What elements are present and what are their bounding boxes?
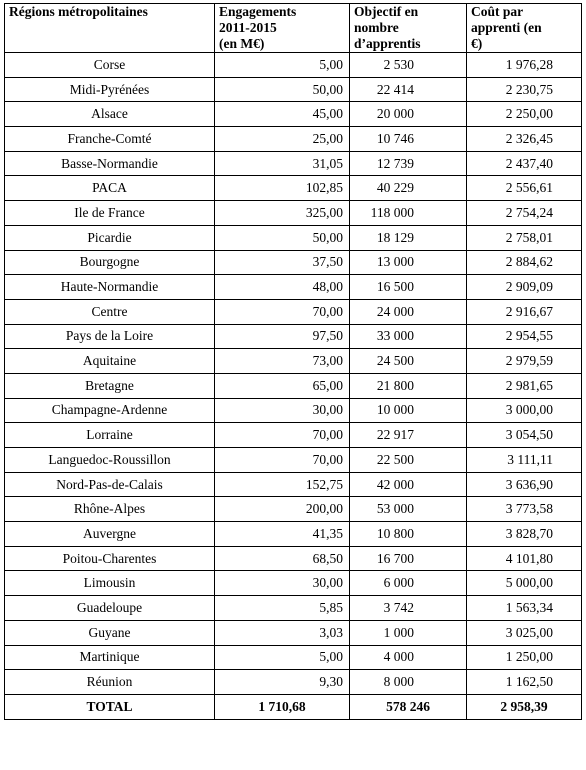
table-row — [5, 250, 582, 275]
table-row — [5, 497, 582, 522]
objectif-cell: 22 414 — [350, 77, 467, 102]
header-cout — [467, 4, 582, 53]
cout-cell: 3 054,50 — [467, 423, 582, 448]
table-row — [5, 324, 582, 349]
region-cell: Guadeloupe — [5, 596, 215, 621]
table-row — [5, 53, 582, 78]
total-engagements: 1 710,68 — [215, 694, 350, 719]
engagements-cell: 70,00 — [215, 299, 350, 324]
region-cell: Poitou-Charentes — [5, 546, 215, 571]
region-cell: Bourgogne — [5, 250, 215, 275]
header-objectif-line-1: Objectif en — [354, 4, 419, 19]
region-cell: Centre — [5, 299, 215, 324]
table-row — [5, 448, 582, 473]
engagements-cell: 9,30 — [215, 670, 350, 695]
engagements-cell: 5,85 — [215, 596, 350, 621]
table-row — [5, 398, 582, 423]
region-cell: Rhône-Alpes — [5, 497, 215, 522]
engagements-cell: 31,05 — [215, 151, 350, 176]
cout-cell: 4 101,80 — [467, 546, 582, 571]
region-cell: Languedoc-Roussillon — [5, 448, 215, 473]
objectif-cell: 4 000 — [350, 645, 467, 670]
table-row — [5, 151, 582, 176]
objectif-cell: 10 800 — [350, 522, 467, 547]
objectif-cell: 33 000 — [350, 324, 467, 349]
region-cell: Basse-Normandie — [5, 151, 215, 176]
region-cell: Aquitaine — [5, 349, 215, 374]
objectif-cell: 3 742 — [350, 596, 467, 621]
region-cell: Auvergne — [5, 522, 215, 547]
region-cell: Haute-Normandie — [5, 275, 215, 300]
objectif-cell: 18 129 — [350, 225, 467, 250]
header-objectif-line-3: d’apprentis — [354, 36, 421, 51]
table-row — [5, 373, 582, 398]
objectif-cell: 22 917 — [350, 423, 467, 448]
cout-cell: 2 754,24 — [467, 201, 582, 226]
region-cell: Lorraine — [5, 423, 215, 448]
total-row — [5, 694, 582, 719]
engagements-cell: 97,50 — [215, 324, 350, 349]
table-row — [5, 472, 582, 497]
cout-cell: 2 556,61 — [467, 176, 582, 201]
table-row — [5, 546, 582, 571]
cout-cell: 2 981,65 — [467, 373, 582, 398]
cout-cell: 3 636,90 — [467, 472, 582, 497]
objectif-cell: 8 000 — [350, 670, 467, 695]
header-regions-text: Régions métropolitaines — [9, 4, 148, 19]
engagements-cell: 3,03 — [215, 620, 350, 645]
objectif-cell: 6 000 — [350, 571, 467, 596]
table-row — [5, 522, 582, 547]
table-row — [5, 225, 582, 250]
engagements-cell: 45,00 — [215, 102, 350, 127]
engagements-cell: 41,35 — [215, 522, 350, 547]
engagements-cell: 325,00 — [215, 201, 350, 226]
engagements-cell: 30,00 — [215, 398, 350, 423]
cout-cell: 1 563,34 — [467, 596, 582, 621]
engagements-cell: 102,85 — [215, 176, 350, 201]
header-cout-line-2: apprenti (en — [471, 20, 542, 35]
engagements-cell: 65,00 — [215, 373, 350, 398]
objectif-cell: 12 739 — [350, 151, 467, 176]
region-cell: Corse — [5, 53, 215, 78]
region-cell: Alsace — [5, 102, 215, 127]
engagements-cell: 5,00 — [215, 645, 350, 670]
objectif-cell: 40 229 — [350, 176, 467, 201]
table-row — [5, 176, 582, 201]
header-engagements-line-2: 2011-2015 — [219, 20, 277, 35]
header-cout-line-1: Coût par — [471, 4, 524, 19]
objectif-cell: 20 000 — [350, 102, 467, 127]
objectif-cell: 10 746 — [350, 127, 467, 152]
header-objectif-line-2: nombre — [354, 20, 399, 35]
header-engagements-line-3: (en M€) — [219, 36, 265, 51]
table-row — [5, 127, 582, 152]
objectif-cell: 16 700 — [350, 546, 467, 571]
region-cell: Bretagne — [5, 373, 215, 398]
cout-cell: 3 773,58 — [467, 497, 582, 522]
engagements-cell: 200,00 — [215, 497, 350, 522]
region-cell: Picardie — [5, 225, 215, 250]
cout-cell: 2 979,59 — [467, 349, 582, 374]
table-row — [5, 596, 582, 621]
engagements-cell: 37,50 — [215, 250, 350, 275]
cout-cell: 1 976,28 — [467, 53, 582, 78]
engagements-cell: 73,00 — [215, 349, 350, 374]
region-cell: Réunion — [5, 670, 215, 695]
header-objectif — [350, 4, 467, 53]
region-cell: Guyane — [5, 620, 215, 645]
engagements-cell: 152,75 — [215, 472, 350, 497]
region-cell: Nord-Pas-de-Calais — [5, 472, 215, 497]
table-row — [5, 645, 582, 670]
cout-cell: 2 758,01 — [467, 225, 582, 250]
region-cell: Midi-Pyrénées — [5, 77, 215, 102]
header-engagements-line-1: Engagements — [219, 4, 297, 19]
table-row — [5, 275, 582, 300]
engagements-cell: 50,00 — [215, 77, 350, 102]
total-objectif: 578 246 — [350, 694, 467, 719]
cout-cell: 5 000,00 — [467, 571, 582, 596]
regions-table — [4, 3, 582, 720]
objectif-cell: 24 500 — [350, 349, 467, 374]
objectif-cell: 53 000 — [350, 497, 467, 522]
header-cout-line-3: €) — [471, 36, 483, 51]
engagements-cell: 70,00 — [215, 448, 350, 473]
cout-cell: 3 025,00 — [467, 620, 582, 645]
cout-cell: 1 250,00 — [467, 645, 582, 670]
engagements-cell: 48,00 — [215, 275, 350, 300]
region-cell: Pays de la Loire — [5, 324, 215, 349]
table-row — [5, 670, 582, 695]
cout-cell: 3 000,00 — [467, 398, 582, 423]
objectif-cell: 42 000 — [350, 472, 467, 497]
engagements-cell: 50,00 — [215, 225, 350, 250]
table-row — [5, 620, 582, 645]
table-row — [5, 423, 582, 448]
cout-cell: 2 916,67 — [467, 299, 582, 324]
objectif-cell: 1 000 — [350, 620, 467, 645]
region-cell: Ile de France — [5, 201, 215, 226]
objectif-cell: 118 000 — [350, 201, 467, 226]
cout-cell: 1 162,50 — [467, 670, 582, 695]
total-cout: 2 958,39 — [467, 694, 582, 719]
cout-cell: 3 828,70 — [467, 522, 582, 547]
objectif-cell: 13 000 — [350, 250, 467, 275]
cout-cell: 2 230,75 — [467, 77, 582, 102]
cout-cell: 2 250,00 — [467, 102, 582, 127]
region-cell: Limousin — [5, 571, 215, 596]
header-regions — [5, 4, 215, 53]
objectif-cell: 21 800 — [350, 373, 467, 398]
table-row — [5, 201, 582, 226]
cout-cell: 3 111,11 — [467, 448, 582, 473]
engagements-cell: 30,00 — [215, 571, 350, 596]
objectif-cell: 2 530 — [350, 53, 467, 78]
engagements-cell: 68,50 — [215, 546, 350, 571]
table-body — [5, 53, 582, 695]
cout-cell: 2 437,40 — [467, 151, 582, 176]
cout-cell: 2 954,55 — [467, 324, 582, 349]
region-cell: PACA — [5, 176, 215, 201]
table-row — [5, 299, 582, 324]
table-row — [5, 102, 582, 127]
objectif-cell: 24 000 — [350, 299, 467, 324]
table-row — [5, 349, 582, 374]
header-engagements — [215, 4, 350, 53]
header-row — [5, 4, 582, 53]
region-cell: Champagne-Ardenne — [5, 398, 215, 423]
objectif-cell: 10 000 — [350, 398, 467, 423]
cout-cell: 2 884,62 — [467, 250, 582, 275]
region-cell: Martinique — [5, 645, 215, 670]
cout-cell: 2 909,09 — [467, 275, 582, 300]
objectif-cell: 16 500 — [350, 275, 467, 300]
table-row — [5, 571, 582, 596]
total-label: TOTAL — [5, 694, 215, 719]
objectif-cell: 22 500 — [350, 448, 467, 473]
table-row — [5, 77, 582, 102]
engagements-cell: 5,00 — [215, 53, 350, 78]
engagements-cell: 25,00 — [215, 127, 350, 152]
engagements-cell: 70,00 — [215, 423, 350, 448]
region-cell: Franche-Comté — [5, 127, 215, 152]
cout-cell: 2 326,45 — [467, 127, 582, 152]
